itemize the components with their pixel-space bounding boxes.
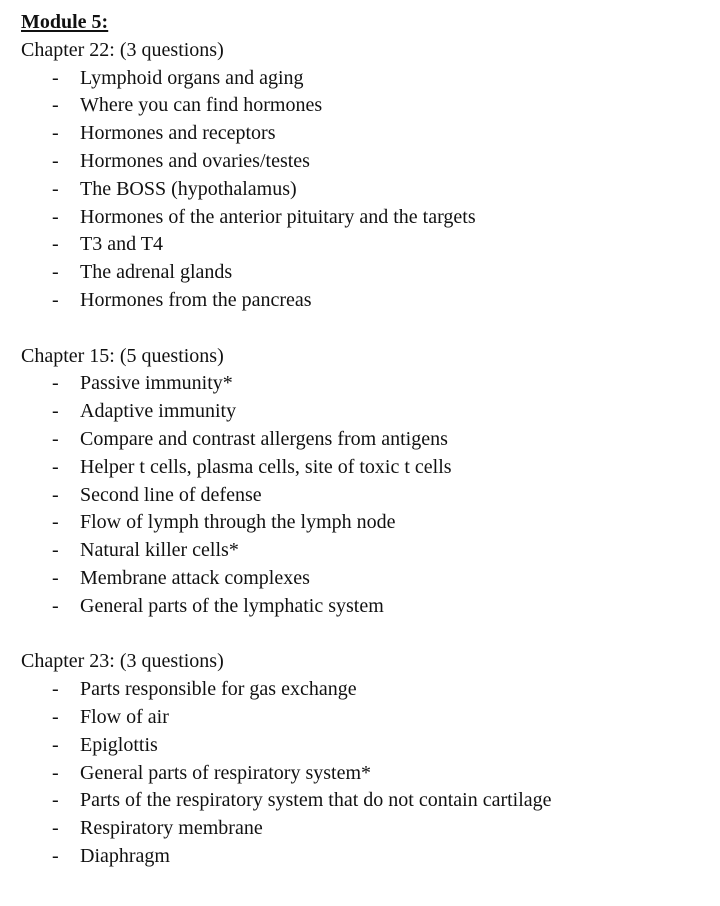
list-item xyxy=(21,787,710,815)
list-item xyxy=(21,370,710,398)
bullet-dash: - xyxy=(52,94,59,117)
list-item xyxy=(21,593,710,621)
chapter-heading: Chapter 23: (3 questions) xyxy=(21,650,224,673)
bullet-dash: - xyxy=(52,511,59,534)
topic-list xyxy=(21,676,710,871)
topic-text: Hormones of the anterior pituitary and the targets xyxy=(80,205,476,228)
topic-text: Passive immunity* xyxy=(80,372,233,395)
bullet-dash: - xyxy=(52,288,59,311)
bullet-dash: - xyxy=(52,261,59,284)
bullet-dash: - xyxy=(52,400,59,423)
list-item xyxy=(21,537,710,565)
topic-text: Natural killer cells* xyxy=(80,539,239,562)
list-item xyxy=(21,565,710,593)
topic-text: Hormones and ovaries/testes xyxy=(80,149,310,172)
chapter-section xyxy=(21,343,710,621)
topic-text: Diaphragm xyxy=(80,844,170,867)
list-item xyxy=(21,676,710,704)
list-item xyxy=(21,92,710,120)
topic-list xyxy=(21,65,710,315)
list-item xyxy=(21,815,710,843)
list-item xyxy=(21,426,710,454)
bullet-dash: - xyxy=(52,705,59,728)
bullet-dash: - xyxy=(52,149,59,172)
bullet-dash: - xyxy=(52,122,59,145)
list-item xyxy=(21,704,710,732)
bullet-dash: - xyxy=(52,233,59,256)
list-item xyxy=(21,65,710,93)
topic-text: Epiglottis xyxy=(80,733,158,756)
bullet-dash: - xyxy=(52,566,59,589)
module-title: Module 5: xyxy=(21,11,109,33)
list-item xyxy=(21,148,710,176)
topic-text: Hormones and receptors xyxy=(80,122,276,145)
list-item xyxy=(21,732,710,760)
chapter-section xyxy=(21,648,710,870)
bullet-dash: - xyxy=(52,539,59,562)
bullet-dash: - xyxy=(52,844,59,867)
bullet-dash: - xyxy=(52,205,59,228)
list-item xyxy=(21,120,710,148)
bullet-dash: - xyxy=(52,817,59,840)
topic-text: Helper t cells, plasma cells, site of toxic t cells xyxy=(80,455,452,478)
topic-text: General parts of respiratory system* xyxy=(80,761,372,784)
study-guide-document xyxy=(21,9,710,871)
topic-text: Parts responsible for gas exchange xyxy=(80,678,357,701)
list-item xyxy=(21,231,710,259)
topic-text: Lymphoid organs and aging xyxy=(80,66,304,89)
bullet-dash: - xyxy=(52,678,59,701)
bullet-dash: - xyxy=(52,177,59,200)
bullet-dash: - xyxy=(52,761,59,784)
bullet-dash: - xyxy=(52,427,59,450)
bullet-dash: - xyxy=(52,594,59,617)
topic-text: Flow of lymph through the lymph node xyxy=(80,511,396,534)
topic-text: General parts of the lymphatic system xyxy=(80,594,384,617)
topic-text: Hormones from the pancreas xyxy=(80,288,312,311)
topic-list xyxy=(21,370,710,620)
list-item xyxy=(21,454,710,482)
bullet-dash: - xyxy=(52,372,59,395)
list-item xyxy=(21,398,710,426)
bullet-dash: - xyxy=(52,483,59,506)
chapter-heading: Chapter 22: (3 questions) xyxy=(21,38,224,61)
chapter-section xyxy=(21,37,710,315)
topic-text: The BOSS (hypothalamus) xyxy=(80,177,297,200)
topic-text: Second line of defense xyxy=(80,483,262,506)
topic-text: Membrane attack complexes xyxy=(80,566,310,589)
list-item xyxy=(21,287,710,315)
bullet-dash: - xyxy=(52,733,59,756)
list-item xyxy=(21,204,710,232)
bullet-dash: - xyxy=(52,789,59,812)
topic-text: Flow of air xyxy=(80,705,169,728)
topic-text: Where you can find hormones xyxy=(80,94,323,117)
list-item xyxy=(21,176,710,204)
list-item xyxy=(21,259,710,287)
topic-text: The adrenal glands xyxy=(80,261,233,284)
bullet-dash: - xyxy=(52,455,59,478)
topic-text: Respiratory membrane xyxy=(80,817,263,840)
list-item xyxy=(21,482,710,510)
topic-text: Adaptive immunity xyxy=(80,400,237,423)
topic-text: T3 and T4 xyxy=(80,233,163,256)
list-item xyxy=(21,509,710,537)
topic-text: Compare and contrast allergens from antigens xyxy=(80,427,448,450)
list-item xyxy=(21,760,710,788)
chapter-heading: Chapter 15: (5 questions) xyxy=(21,344,224,367)
bullet-dash: - xyxy=(52,66,59,89)
list-item xyxy=(21,843,710,871)
topic-text: Parts of the respiratory system that do not contain cartilage xyxy=(80,789,552,812)
